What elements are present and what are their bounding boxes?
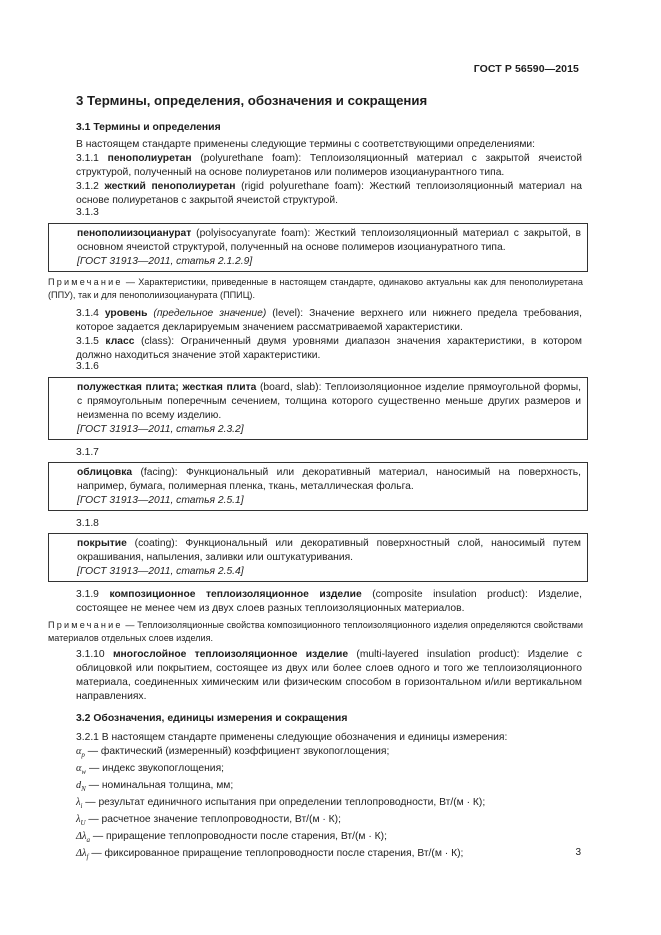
term-3-1-7-box [48, 462, 588, 511]
section-3-2-body [76, 731, 582, 864]
term-3-1-8-box [48, 533, 588, 582]
subsection-title-3-2: 3.2 Обозначения, единицы измерения и сокращения [76, 713, 348, 724]
term-3-1-6-number: 3.1.6 [76, 361, 99, 372]
symbol-item: $\lambda_U$ — расчетное значение теплопроводности, Вт/(м · К); [76, 814, 341, 828]
symbols-list [76, 745, 582, 864]
term-3-1-8-ref: [ГОСТ 31913—2011, статья 2.5.4] [77, 566, 244, 577]
term-3-1-10: 3.1.10 многослойное теплоизоляционное изделие (multi-layered insulation product): Изделие с облицовкой или покрытием, состоящее из двух или более слоев одного и того же теплоизоляционного материала, соединенных химическим или физическим способом в горизонтальном и/или вертикальном направлениях. [76, 649, 582, 702]
term-3-1-6-ref: [ГОСТ 31913—2011, статья 2.3.2] [77, 424, 244, 435]
term-3-1-3-number: 3.1.3 [76, 207, 99, 218]
symbol-item: $\Delta\lambda_a$ — приращение теплопроводности после старения, Вт/(м · К); [76, 831, 387, 845]
term-3-1-6-box [48, 377, 588, 440]
note-2: Примечание — Теплоизоляционные свойства композиционного теплоизоляционного изделия определяются свойствами материалов отдельных слоев изделия. [48, 620, 583, 643]
page-number: 3 [575, 847, 581, 858]
term-3-1-1: 3.1.1 пенополиуретан (polyurethane foam): Теплоизоляционный материал с закрытой ячеистой структурой, полученный на основе полиуретанов или полимеров изоцианурантного типа. [76, 153, 582, 178]
intro-paragraph: В настоящем стандарте применены следующие термины с соответствующими определениями: [76, 139, 536, 150]
symbol-item: $\alpha_w$ — индекс звукопоглощения; [76, 763, 225, 777]
symbol-item: $\lambda_i$ — результат единичного испытания при определении теплопроводности, Вт/(м · К); [76, 797, 486, 811]
term-3-1-7-number: 3.1.7 [76, 447, 99, 458]
term-3-1-2: 3.1.2 жесткий пенополиуретан (rigid polyurethane foam): Жесткий теплоизоляционный материал на основе полиуретанов с закрытой ячеистой структурой. [76, 181, 582, 206]
note-1: Примечание — Характеристики, приведенные в настоящем стандарте, одинаково актуальны как для пенополиуретана (ППУ), так и для пенополиизоцианурата (ППИЦ). [48, 277, 583, 300]
symbol-item: $\alpha_p$ — фактический (измеренный) коэффициент звукопоглощения; [76, 746, 390, 760]
term-3-1-7-text: облицовка (facing): Функциональный или декоративный материал, наносимый на поверхность, например, бумага, полимерная пленка, ткань, металлическая фольга. [77, 467, 581, 492]
term-3-1-8-number: 3.1.8 [76, 518, 99, 529]
term-3-1-9: 3.1.9 композиционное теплоизоляционное изделие (composite insulation product): Изделие, состоящее не менее чем из двух слоев разных теплоизоляционных материалов. [76, 589, 582, 614]
symbols-intro: 3.2.1 В настоящем стандарте применены следующие обозначения и единицы измерения: [76, 732, 508, 743]
terms-3-1-4-5 [76, 307, 582, 363]
section-title: 3 Термины, определения, обозначения и сокращения [76, 93, 428, 108]
term-3-1-3-ref: [ГОСТ 31913—2011, статья 2.1.2.9] [77, 256, 253, 267]
document-code: ГОСТ Р 56590—2015 [473, 63, 579, 75]
section-3-1-body [76, 138, 582, 208]
term-3-1-3-text: пенополиизоцианурат (polyisocyanyrate foam): Жесткий теплоизоляционный материал с закрытой, в основном ячеистой структурой, полученный на основе полимеров изоциануратного типа. [77, 228, 581, 253]
symbol-item: $\Delta\lambda_f$ — фиксированное приращение теплопроводности после старения, Вт/(м · К); [76, 848, 464, 862]
term-3-1-7-ref: [ГОСТ 31913—2011, статья 2.5.1] [77, 495, 244, 506]
term-3-1-3-box [48, 223, 588, 272]
term-3-1-5: 3.1.5 класс (class): Ограниченный двумя уровнями диапазон значения характеристики, в котором должно находиться значение этой характеристики. [76, 336, 582, 361]
term-3-1-8-text: покрытие (coating): Функциональный или декоративный поверхностный слой, наносимый путем окрашивания, напыления, заливки или оштукатуривания. [77, 538, 581, 563]
subsection-title-3-1: 3.1 Термины и определения [76, 122, 221, 133]
symbol-item: $d_N$ — номинальная толщина, мм; [76, 780, 234, 794]
term-3-1-4: 3.1.4 уровень (предельное значение) (level): Значение верхнего или нижнего предела требования, которое задается декларируемым значением рассматриваемой характеристики. [76, 308, 582, 333]
term-3-1-6-text: полужесткая плита; жесткая плита (board, slab): Теплоизоляционное изделие прямоугольной формы, с прямоугольным поперечным сечением, толщина которого существенно меньше других размеров и неизменна по всему изделию. [77, 382, 581, 421]
